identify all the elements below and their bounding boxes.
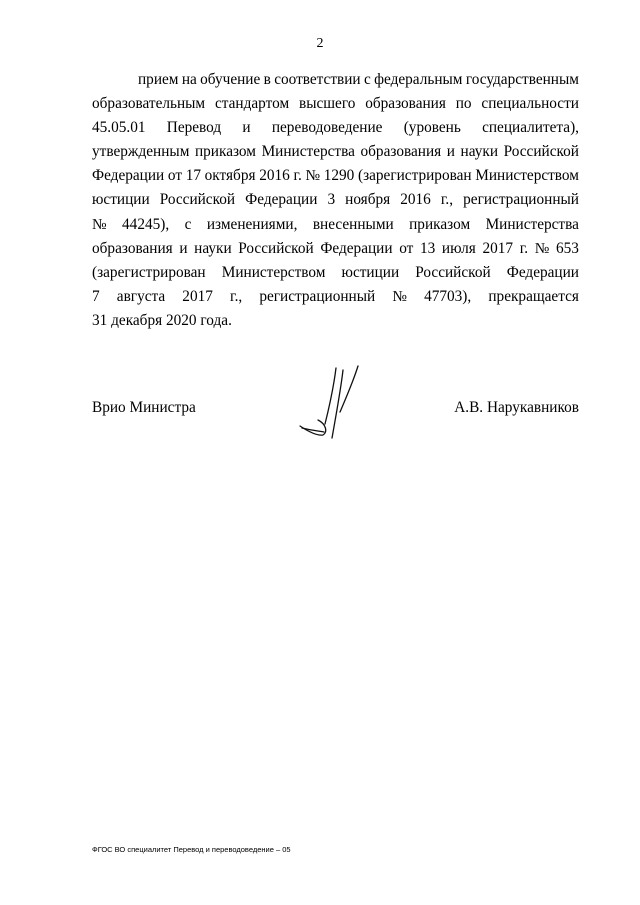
body-word: прием bbox=[138, 71, 179, 88]
body-word: Федерации bbox=[92, 167, 165, 185]
body-word: обучение bbox=[200, 71, 261, 88]
body-word: регистрационный bbox=[463, 191, 579, 209]
body-word: Российской bbox=[159, 191, 236, 209]
body-word: от bbox=[167, 167, 183, 185]
body-word: федеральным bbox=[374, 71, 463, 88]
body-word: 17 bbox=[185, 167, 201, 185]
body-word: октября bbox=[204, 167, 256, 185]
body-word: приказом bbox=[194, 143, 256, 161]
body-word: с bbox=[184, 215, 192, 233]
body-word: (зарегистрирован bbox=[92, 263, 206, 281]
body-word: Российской bbox=[503, 143, 579, 161]
body-word: науки bbox=[460, 143, 499, 161]
body-line bbox=[92, 68, 579, 92]
body-word: августа bbox=[116, 287, 166, 305]
body-word: № bbox=[534, 239, 550, 257]
body-word: на bbox=[181, 71, 197, 88]
body-word: переводоведение bbox=[271, 119, 383, 137]
body-line bbox=[92, 164, 579, 188]
body-word: № bbox=[305, 167, 321, 185]
body-word: государственным bbox=[465, 71, 579, 88]
body-word: 1290 bbox=[323, 167, 355, 185]
body-word: г. bbox=[519, 239, 529, 257]
body-line bbox=[92, 261, 579, 285]
body-word: внесенными bbox=[312, 215, 394, 233]
body-word: образования bbox=[92, 239, 173, 257]
body-word: стандартом bbox=[214, 95, 290, 113]
body-word: 2017 bbox=[482, 239, 514, 257]
body-word: образовательным bbox=[92, 95, 206, 113]
body-line bbox=[92, 213, 579, 237]
body-word: Министерства bbox=[485, 215, 579, 233]
body-word: юстиции bbox=[341, 263, 400, 281]
footer-note: ФГОС ВО специалитет Перевод и переводоведение – 05 bbox=[92, 845, 291, 854]
body-word: регистрационный bbox=[259, 287, 376, 305]
body-word: 7 bbox=[92, 287, 100, 305]
body-word: и bbox=[446, 143, 455, 161]
body-word: № bbox=[392, 287, 407, 305]
signer-name: А.В. Нарукавников bbox=[454, 399, 579, 416]
body-line bbox=[92, 92, 579, 116]
body-word: и bbox=[179, 239, 188, 257]
body-word: Российской bbox=[415, 263, 491, 281]
body-word: специальности bbox=[481, 95, 579, 113]
body-word: Министерства bbox=[261, 143, 355, 161]
body-word: юстиции bbox=[92, 191, 150, 209]
body-word: 2017 bbox=[182, 287, 213, 305]
body-word: изменениями, bbox=[206, 215, 298, 233]
body-word: 2016 bbox=[259, 167, 290, 185]
body-word: образования bbox=[365, 95, 446, 113]
body-line bbox=[92, 237, 579, 261]
body-word: Российской bbox=[238, 239, 314, 257]
body-word: г., bbox=[440, 191, 454, 209]
body-word: от bbox=[399, 239, 414, 257]
body-line bbox=[92, 140, 579, 164]
body-word: июля bbox=[441, 239, 476, 257]
body-word: высшего bbox=[298, 95, 356, 113]
body-word: Министерством bbox=[221, 263, 326, 281]
body-line bbox=[92, 285, 579, 309]
body-word: с bbox=[363, 71, 371, 88]
body-line bbox=[92, 309, 579, 333]
body-word: г. bbox=[293, 167, 302, 185]
body-word: (уровень bbox=[403, 119, 461, 137]
body-line bbox=[92, 116, 579, 140]
body-word: Федерации bbox=[320, 239, 393, 257]
body-line bbox=[92, 188, 579, 212]
body-word: образования bbox=[360, 143, 442, 161]
body-word: Перевод bbox=[166, 119, 222, 137]
handwritten-signature bbox=[296, 362, 366, 444]
body-text bbox=[92, 68, 579, 333]
body-word: г., bbox=[230, 287, 243, 305]
body-word: Министерством bbox=[475, 167, 579, 185]
body-word: по bbox=[455, 95, 472, 113]
body-word: 45.05.01 bbox=[92, 119, 146, 137]
page-number: 2 bbox=[316, 36, 324, 51]
body-word: специалитета), bbox=[482, 119, 579, 137]
body-word: в bbox=[263, 71, 271, 88]
signer-position: Врио Министра bbox=[92, 399, 196, 416]
body-word: 2016 bbox=[400, 191, 431, 209]
body-word: 3 bbox=[327, 191, 336, 209]
body-word: приказом bbox=[409, 215, 471, 233]
body-word: (зарегистрирован bbox=[357, 167, 472, 185]
body-word: и bbox=[242, 119, 251, 137]
body-word: соответствии bbox=[274, 71, 361, 88]
body-word: Федерации bbox=[506, 263, 579, 281]
body-word: Федерации bbox=[245, 191, 318, 209]
body-word: 44245), bbox=[122, 215, 170, 233]
body-word: ноября bbox=[345, 191, 391, 209]
body-word: прекращается bbox=[488, 287, 579, 305]
body-word: утвержденным bbox=[92, 143, 190, 161]
body-word: науки bbox=[194, 239, 232, 257]
body-word: 13 bbox=[419, 239, 436, 257]
body-word: 653 bbox=[555, 239, 579, 257]
body-word: 47703), bbox=[424, 287, 472, 305]
body-word: № bbox=[92, 215, 107, 233]
body-line-text: 31 декабря 2020 года. bbox=[92, 311, 232, 329]
